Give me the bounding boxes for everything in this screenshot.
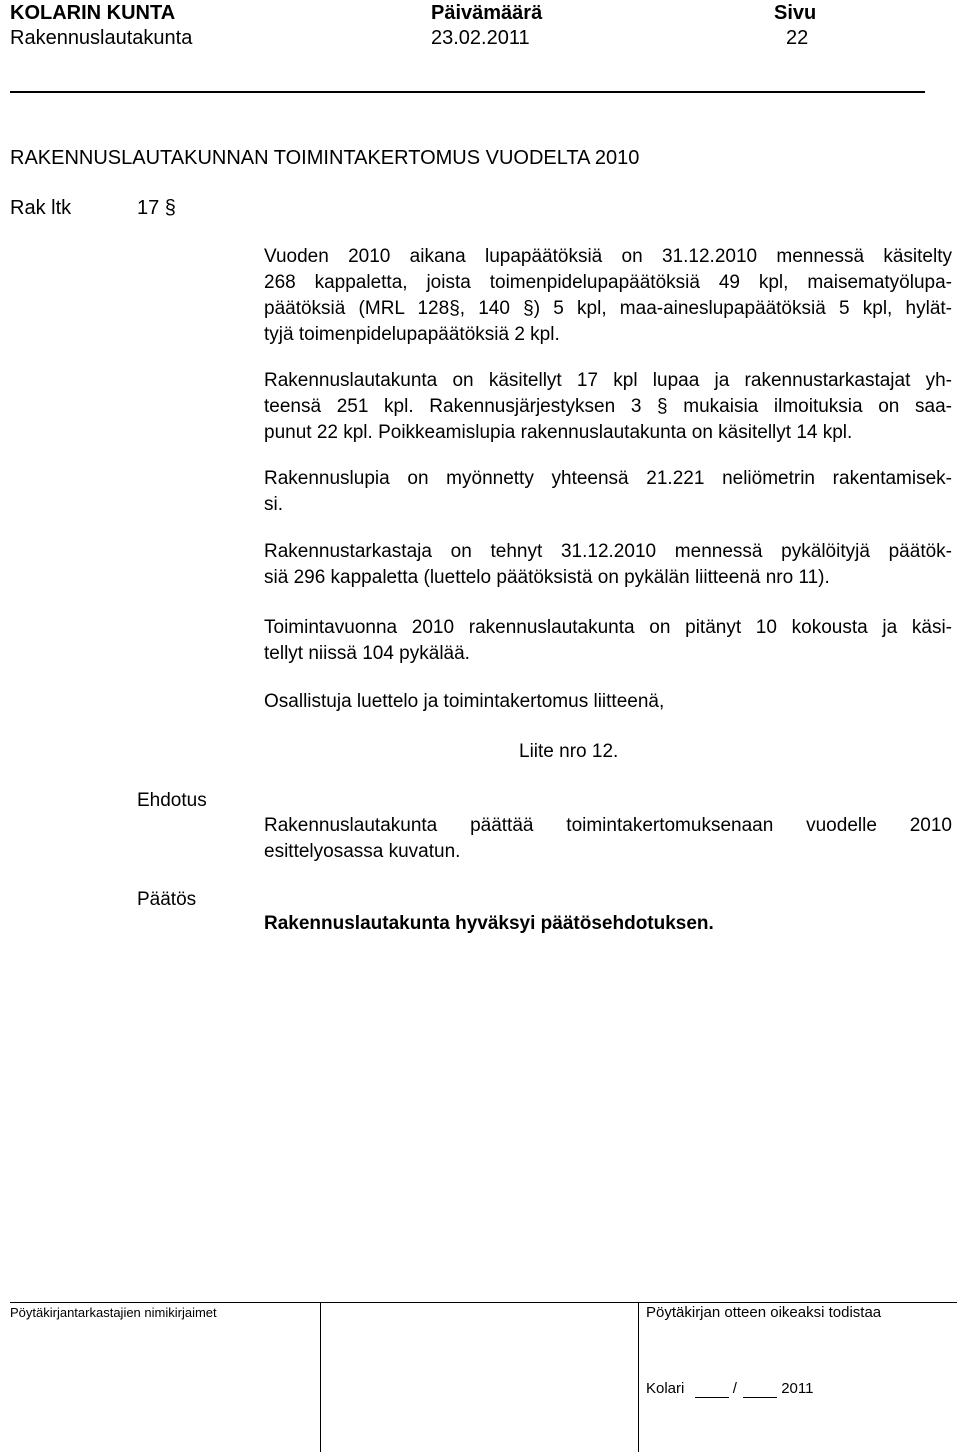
place-name: Kolari [646,1380,685,1397]
initials-label: Pöytäkirjantarkastajien nimikirjaimet [10,1305,217,1320]
text-line: 268 kappaletta, joista toimenpidelupapäätöksiä 49 kpl, maisematyölupa- [264,272,952,293]
footer-divider-right [638,1302,639,1452]
paragraph-inspector [264,539,952,591]
footer-rule [10,1302,957,1303]
proposal-label: Ehdotus [137,790,207,811]
attachment-reference: Liite nro 12. [519,741,619,762]
text-line: Osallistuja luettelo ja toimintakertomus liitteenä, [264,691,665,712]
paragraph-building-permits [264,466,952,518]
text-line: tellyt niissä 104 pykälää. [264,643,470,664]
day-blank [695,1383,729,1398]
text-line: Rakennustarkastaja on tehnyt 31.12.2010 mennessä pykälöityjä päätök- [264,541,952,562]
decision-label: Päätös [137,889,197,910]
text-line: si. [264,494,283,515]
text-line: punut 22 kpl. Poikkeamislupia rakennuslautakunta on käsitellyt 14 kpl. [264,422,853,443]
page-number: 22 [786,27,809,49]
paragraph-board-handled [264,368,952,446]
text-line: päätöksiä (MRL 128§, 140 §) 5 kpl, maa-aineslupapäätöksiä 5 kpl, hylät- [264,298,952,319]
date-value: 23.02.2011 [431,27,530,49]
header-rule [10,91,925,93]
text-line: esittelyosassa kuvatun. [264,841,461,862]
proposal-text [264,813,952,865]
text-line: Rakennuslupia on myönnetty yhteensä 21.221 neliömetrin rakentamisek- [264,468,952,489]
section-label: Rak ltk [10,197,72,219]
footer-divider-left [320,1302,321,1452]
text-line: Vuoden 2010 aikana lupapäätöksiä on 31.12.2010 mennessä käsitelty [264,246,952,267]
document-title: RAKENNUSLAUTAKUNNAN TOIMINTAKERTOMUS VUODELTA 2010 [10,147,640,169]
certification-date-line [646,1380,813,1398]
text-line: siä 296 kappaletta (luettelo päätöksistä on pykälän liitteenä nro 11). [264,567,830,588]
text-line: Toimintavuonna 2010 rakennuslautakunta on pitänyt 10 kokousta ja käsi- [264,617,952,638]
date-slash: / [732,1380,737,1397]
decision-text: Rakennuslautakunta hyväksyi päätösehdotuksen. [264,913,714,934]
text-line: teensä 251 kpl. Rakennusjärjestyksen 3 § mukaisia ilmoituksia on saa- [264,396,952,417]
section-number: 17 § [137,197,176,219]
paragraph-meetings [264,615,952,667]
page-label: Sivu [774,2,817,24]
year-value: 2011 [781,1380,814,1397]
board-name: Rakennuslautakunta [10,27,193,49]
paragraph-attachments [264,689,952,715]
text-line: Rakennuslautakunta on käsitellyt 17 kpl lupaa ja rakennustarkastajat yh- [264,370,952,391]
month-blank [743,1383,777,1398]
text-line: tyjä toimenpidelupapäätöksiä 2 kpl. [264,324,560,345]
date-label: Päivämäärä [431,2,543,24]
paragraph-permits [264,244,952,348]
organization-name: KOLARIN KUNTA [10,2,176,24]
text-line: Rakennuslautakunta päättää toimintakertomuksenaan vuodelle 2010 [264,815,952,836]
certify-label: Pöytäkirjan otteen oikeaksi todistaa [646,1304,882,1321]
